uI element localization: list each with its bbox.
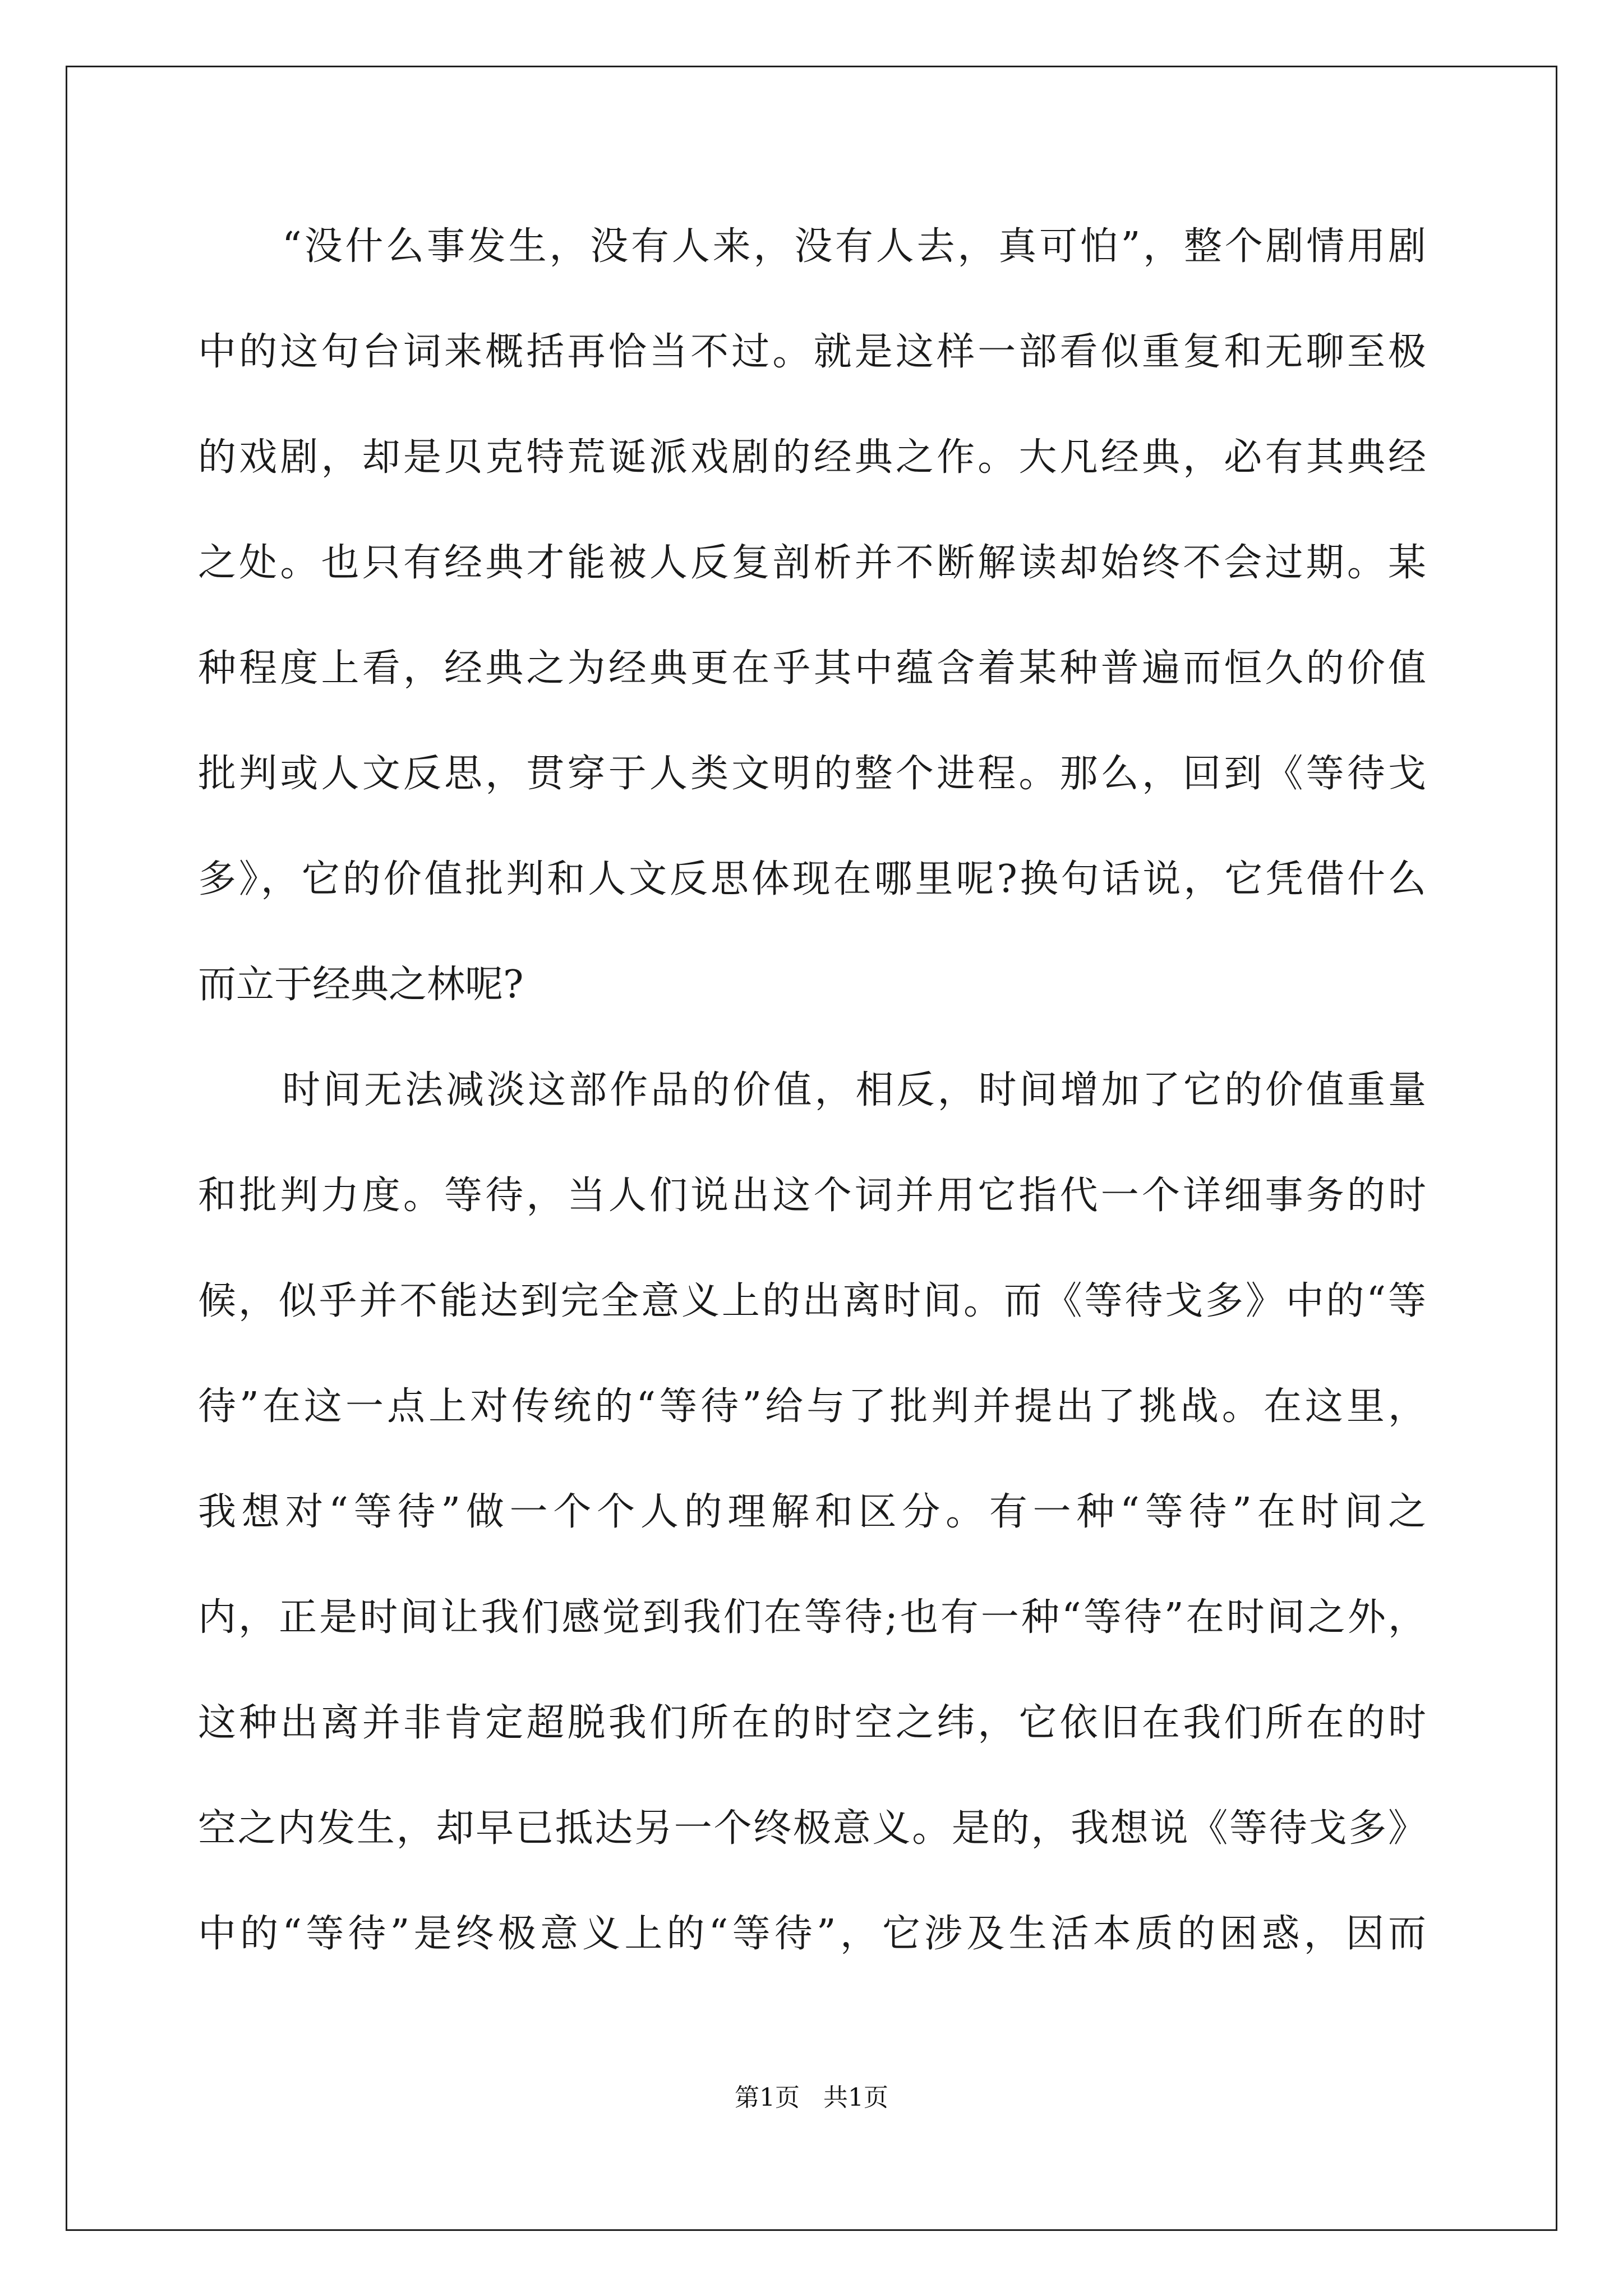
paragraph-2-line-6: 内，正是时间让我们感觉到我们在等待;也有一种“等待”在时间之外， (198, 1595, 1426, 1640)
paragraph-1-line-2: 中的这句台词来概括再恰当不过。就是这样一部看似重复和无聊至极 (198, 330, 1426, 374)
paragraph-1-line-3: 的戏剧，却是贝克特荒诞派戏剧的经典之作。大凡经典，必有其典经 (198, 435, 1426, 480)
paragraph-1-line-7: 多》，它的价值批判和人文反思体现在哪里呢?换句话说，它凭借什么 (198, 857, 1426, 901)
paragraph-2-line-8: 空之内发生，却早已抵达另一个终极意义。是的，我想说《等待戈多》 (198, 1806, 1426, 1851)
paragraph-2-line-1: 时间无法减淡这部作品的价值，相反，时间增加了它的价值重量 (282, 1068, 1426, 1112)
paragraph-2-line-3: 候，似乎并不能达到完全意义上的出离时间。而《等待戈多》中的“等 (198, 1279, 1426, 1323)
paragraph-2-line-4: 待”在这一点上对传统的“等待”给与了批判并提出了挑战。在这里， (198, 1384, 1426, 1429)
paragraph-2-line-2: 和批判力度。等待，当人们说出这个词并用它指代一个详细事务的时 (198, 1174, 1426, 1218)
paragraph-1-line-4: 之处。也只有经典才能被人反复剖析并不断解读却始终不会过期。某 (198, 541, 1426, 585)
page-number-footer: 第1页 共1页 (735, 2083, 888, 2112)
paragraph-1-line-1: “没什么事发生，没有人来，没有人去，真可怕”，整个剧情用剧 (282, 224, 1426, 269)
paragraph-2-line-9: 中的“等待”是终极意义上的“等待”，它涉及生活本质的困惑，因而 (198, 1912, 1426, 1956)
paragraph-1-line-5: 种程度上看，经典之为经典更在乎其中蕴含着某种普遍而恒久的价值 (198, 646, 1426, 691)
paragraph-2-line-5: 我想对“等待”做一个个人的理解和区分。有一种“等待”在时间之 (198, 1490, 1426, 1534)
paragraph-1-line-6: 批判或人文反思，贯穿于人类文明的整个进程。那么，回到《等待戈 (198, 752, 1426, 796)
paragraph-2-line-7: 这种出离并非肯定超脱我们所在的时空之纬，它依旧在我们所在的时 (198, 1701, 1426, 1745)
paragraph-1-line-8: 而立于经典之林呢? (198, 963, 524, 1007)
